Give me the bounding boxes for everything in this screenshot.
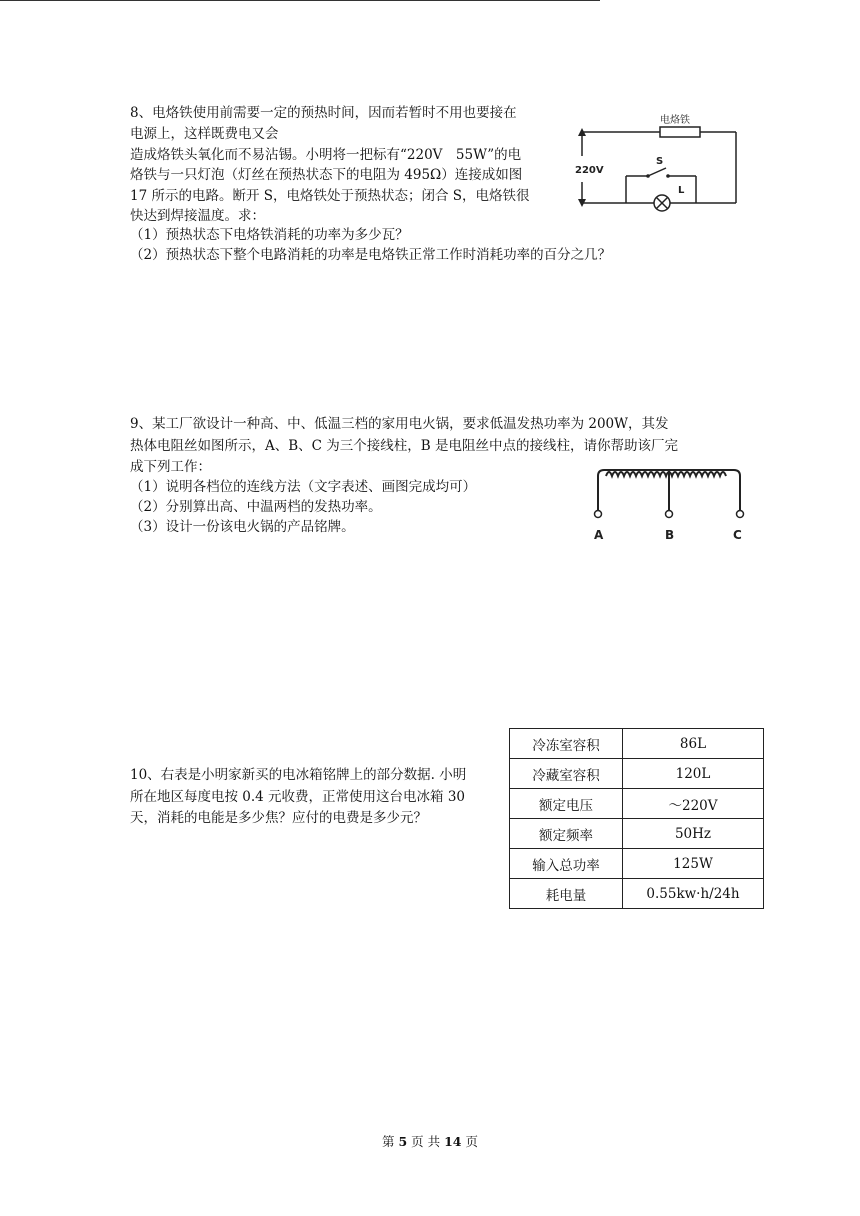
header-rule — [0, 0, 600, 1]
q9-line: 成下列工作： — [130, 459, 211, 475]
circuit-diagram — [572, 110, 742, 218]
spec-label: 冷冻室容积 — [510, 729, 623, 759]
spec-label: 冷藏室容积 — [510, 759, 623, 789]
spec-label: 额定频率 — [510, 819, 623, 849]
lamp-label: L — [678, 185, 685, 196]
spec-label: 输入总功率 — [510, 849, 623, 879]
q8-line: 17 所示的电路。断开 S，电烙铁处于预热状态；闭合 S，电烙铁很 — [130, 188, 530, 204]
q8-subquestion: （2）预热状态下整个电路消耗的功率是电烙铁正常工作时消耗功率的百分之几？ — [130, 247, 612, 263]
table-row — [510, 879, 764, 909]
q9-subquestion: （1）说明各档位的连线方法（文字表述、画图完成均可） — [130, 479, 477, 495]
q8-line: 烙铁与一只灯泡（灯丝在预热状态下的电阻为 495Ω）连接成如图 — [130, 167, 523, 183]
q8-line: 电源上，这样既费电又会 — [130, 126, 279, 142]
footer-prefix: 第 — [382, 1134, 399, 1149]
table-row — [510, 819, 764, 849]
footer-suffix: 页 — [461, 1134, 478, 1149]
iron-label: 电烙铁 — [660, 115, 690, 126]
heating-wire-diagram — [592, 462, 746, 544]
q9-subquestion: （2）分别算出高、中温两档的发热功率。 — [130, 499, 382, 515]
table-row — [510, 849, 764, 879]
page-footer — [0, 1132, 860, 1150]
spec-value: 0.55kw·h/24h — [623, 879, 764, 909]
q8-subquestion: （1）预热状态下电烙铁消耗的功率为多少瓦？ — [130, 227, 409, 243]
q8-line: 造成烙铁头氧化而不易沾锡。小明将一把标有“220V 55W”的电 — [130, 147, 522, 163]
terminal-b-label: B — [665, 528, 675, 542]
voltage-label: 220V — [575, 165, 604, 176]
q8-line: 快达到焊接温度。求： — [130, 208, 265, 224]
spec-value: ～220V — [623, 789, 764, 819]
table-row — [510, 759, 764, 789]
q9-line: 热体电阻丝如图所示，A、B、C 为三个接线柱，B 是电阻丝中点的接线柱，请你帮助该厂完 — [130, 438, 679, 454]
spec-value: 120L — [623, 759, 764, 789]
spec-value: 50Hz — [623, 819, 764, 849]
q10-line: 天，消耗的电能是多少焦？应付的电费是多少元？ — [130, 810, 427, 826]
page-total: 14 — [444, 1134, 462, 1149]
footer-middle: 页 共 — [407, 1134, 445, 1149]
q8-line: 8、电烙铁使用前需要一定的预热时间，因而若暂时不用也要接在 — [130, 105, 517, 121]
table-row — [510, 789, 764, 819]
table-row — [510, 729, 764, 759]
q9-line: 9、某工厂欲设计一种高、中、低温三档的家用电火锅，要求低温发热功率为 200W，其发 — [130, 416, 669, 432]
fridge-spec-table — [509, 728, 764, 909]
q9-subquestion: （3）设计一份该电火锅的产品铭牌。 — [130, 519, 355, 535]
q10-line: 所在地区每度电按 0.4 元收费，正常使用这台电冰箱 30 — [130, 789, 466, 805]
spec-label: 额定电压 — [510, 789, 623, 819]
q10-line: 10、右表是小明家新买的电冰箱铭牌上的部分数据. 小明 — [130, 767, 467, 783]
spec-value: 125W — [623, 849, 764, 879]
switch-label: S — [656, 156, 664, 167]
terminal-a-label: A — [594, 528, 604, 542]
page-number: 5 — [398, 1134, 408, 1149]
terminal-c-label: C — [733, 528, 742, 542]
spec-label: 耗电量 — [510, 879, 623, 909]
spec-value: 86L — [623, 729, 764, 759]
